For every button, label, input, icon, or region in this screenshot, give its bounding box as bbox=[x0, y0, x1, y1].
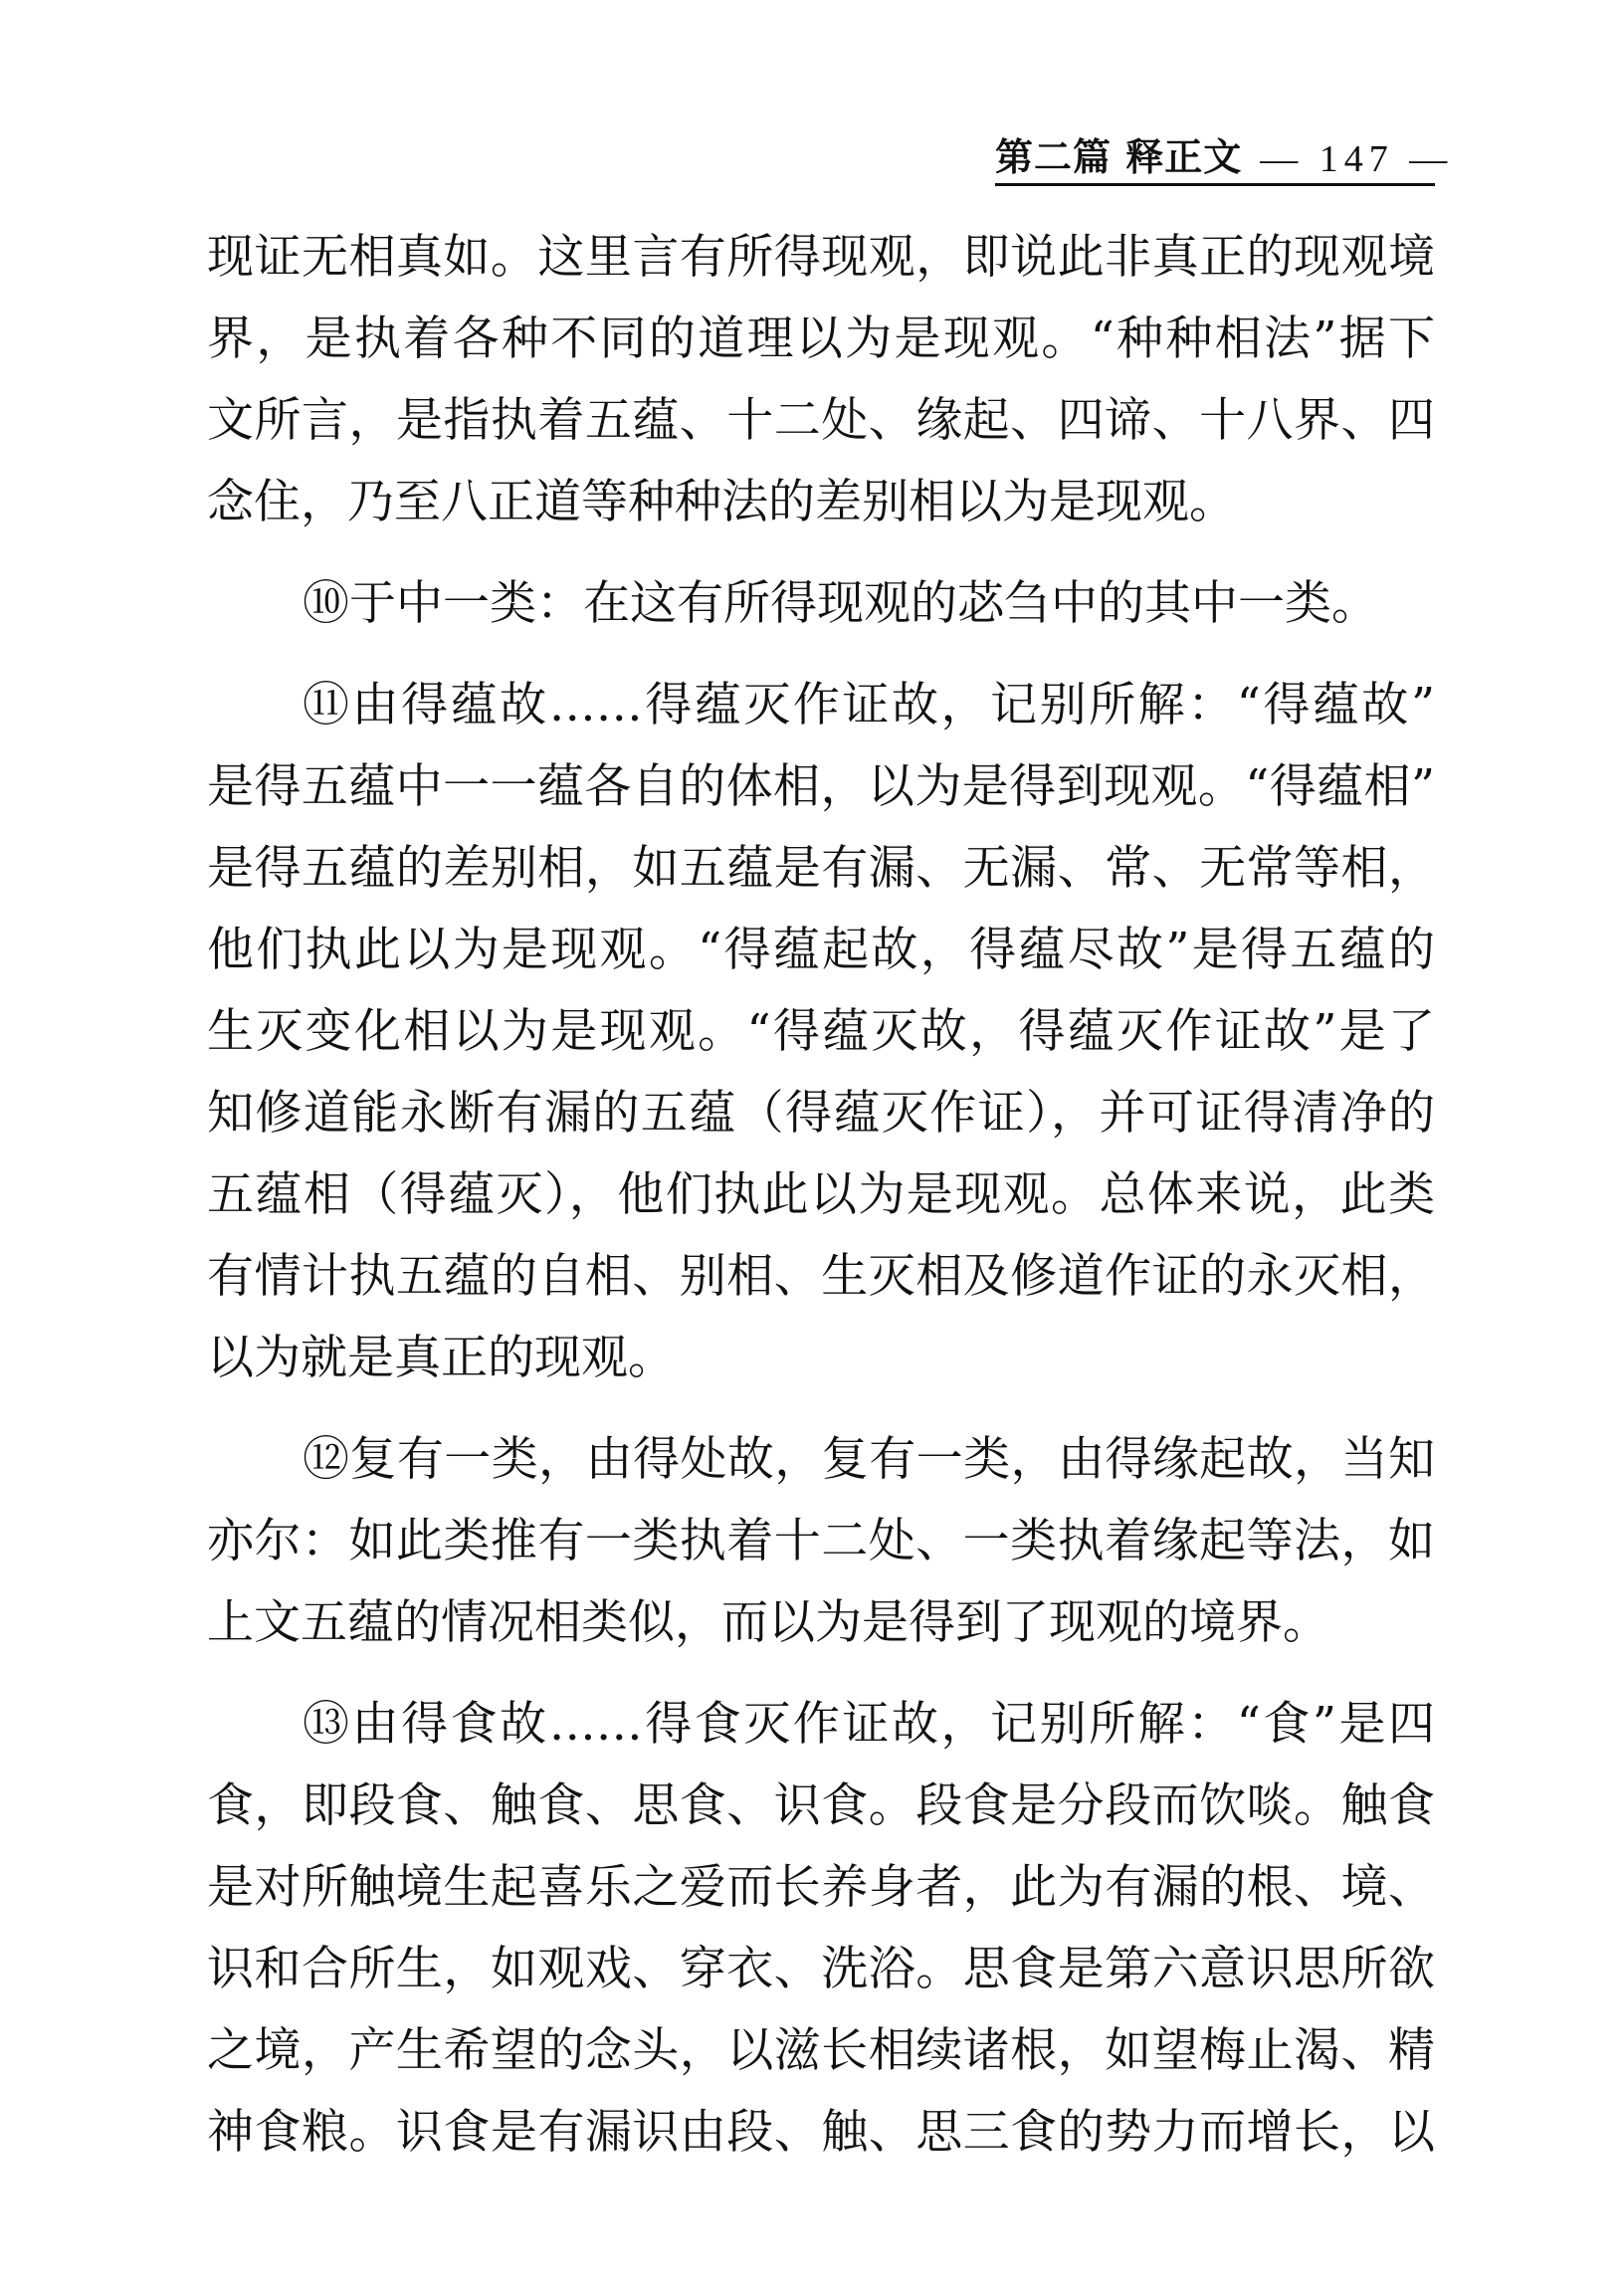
text-line: 生灭变化相以为是现观。“得蕴灭故，得蕴灭作证故”是了 bbox=[207, 1004, 1435, 1059]
text-line: 念住，乃至八正道等种种法的差别相以为是现观。 bbox=[207, 475, 1236, 529]
text-line: 文所言，是指执着五蕴、十二处、缘起、四谛、十八界、四 bbox=[207, 393, 1435, 448]
paragraph bbox=[207, 665, 1435, 1399]
text-line: 五蕴相（得蕴灭），他们执此以为是现观。总体来说，此类 bbox=[207, 1167, 1435, 1222]
text-line: 之境，产生希望的念头，以滋长相续诸根，如望梅止渴、精 bbox=[207, 2023, 1435, 2078]
paragraph bbox=[207, 217, 1435, 543]
text-line: 上文五蕴的情况相类似，而以为是得到了现观的境界。 bbox=[207, 1595, 1329, 1650]
page-number: — 147 — bbox=[1260, 138, 1454, 180]
text-line: 是得五蕴的差别相，如五蕴是有漏、无漏、常、无常等相， bbox=[207, 841, 1435, 896]
paragraph bbox=[207, 1684, 1435, 2174]
text-line: ⑪由得蕴故……得蕴灭作证故，记别所解：“得蕴故” bbox=[303, 678, 1435, 732]
text-line: 界，是执着各种不同的道理以为是现观。“种种相法”据下 bbox=[207, 312, 1435, 366]
header-rule bbox=[995, 183, 1435, 186]
paragraph bbox=[207, 563, 1435, 645]
text-line: ⑫复有一类，由得处故，复有一类，由得缘起故，当知 bbox=[303, 1432, 1435, 1487]
text-line: 知修道能永断有漏的五蕴（得蕴灭作证），并可证得清净的 bbox=[207, 1086, 1435, 1141]
paragraph bbox=[207, 1419, 1435, 1664]
text-line: 现证无相真如。这里言有所得现观，即说此非真正的现观境 bbox=[207, 230, 1435, 285]
text-line: 食，即段食、触食、思食、识食。段食是分段而饮啖。触食 bbox=[207, 1778, 1435, 1833]
body-text bbox=[207, 217, 1435, 2174]
text-line: ⑩于中一类：在这有所得现观的苾刍中的其中一类。 bbox=[303, 576, 1378, 631]
text-line: 神食粮。识食是有漏识由段、触、思三食的势力而增长，以 bbox=[207, 2105, 1435, 2160]
text-line: 以为就是真正的现观。 bbox=[207, 1331, 675, 1385]
text-line: 有情计执五蕴的自相、别相、生灭相及修道作证的永灭相， bbox=[207, 1249, 1435, 1304]
running-header bbox=[995, 127, 1454, 181]
section-title: 第二篇 释正文 bbox=[995, 135, 1243, 179]
text-line: 识和合所生，如观戏、穿衣、洗浴。思食是第六意识思所欲 bbox=[207, 1942, 1435, 1996]
text-line: 他们执此以为是现观。“得蕴起故，得蕴尽故”是得五蕴的 bbox=[207, 923, 1435, 977]
text-line: 亦尔：如此类推有一类执着十二处、一类执着缘起等法，如 bbox=[207, 1514, 1435, 1568]
text-line: ⑬由得食故……得食灭作证故，记别所解：“食”是四 bbox=[303, 1697, 1435, 1752]
text-line: 是得五蕴中一一蕴各自的体相，以为是得到现观。“得蕴相” bbox=[207, 759, 1435, 814]
text-line: 是对所触境生起喜乐之爱而长养身者，此为有漏的根、境、 bbox=[207, 1860, 1435, 1915]
